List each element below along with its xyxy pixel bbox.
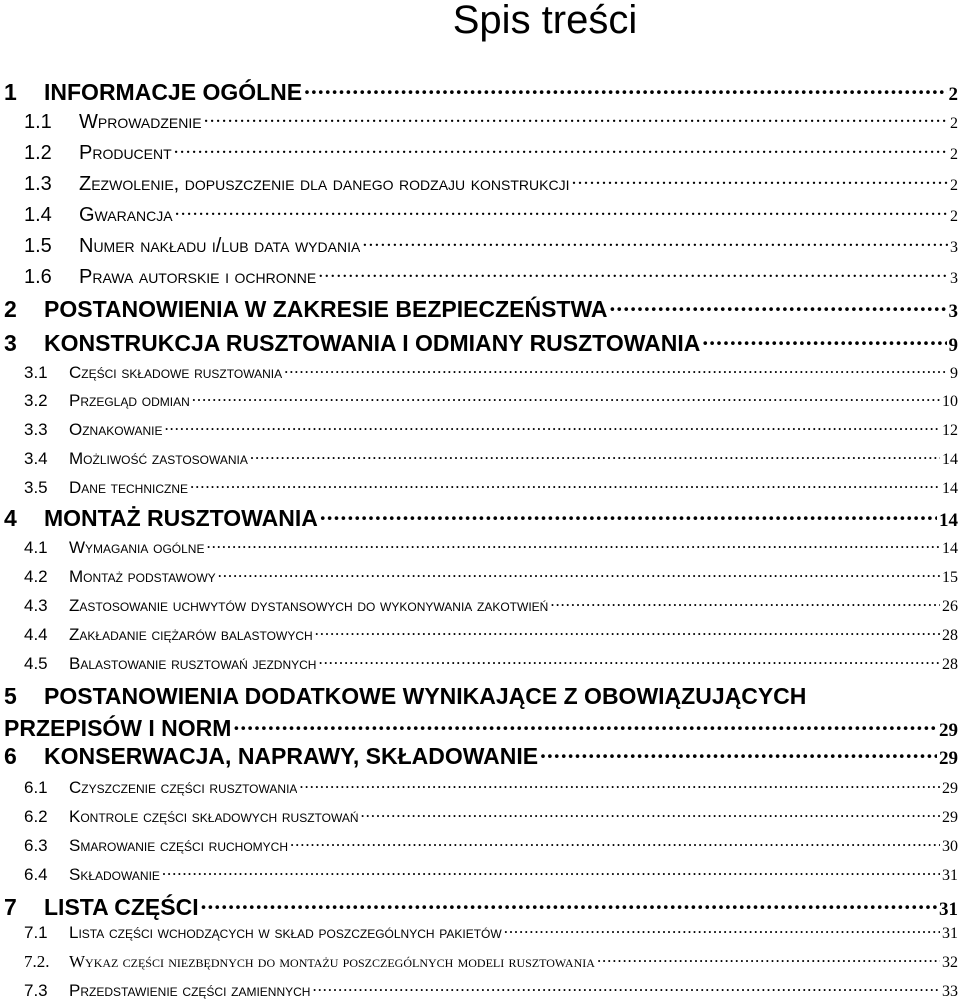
- toc-entry[interactable]: [4, 892, 958, 921]
- toc-entry-title: Zastosowanie uchwytów dystansowych do wykonywania zakotwień: [69, 596, 549, 615]
- toc-entry-page: 14: [939, 510, 958, 531]
- dot-leader: [250, 447, 940, 464]
- dot-leader: [174, 139, 948, 159]
- toc-entry-page: 3: [950, 239, 958, 256]
- toc-entry-number: 3.4: [24, 449, 48, 468]
- toc-entry-title: Przegląd odmian: [69, 391, 190, 410]
- dot-leader: [192, 389, 940, 406]
- toc-entry[interactable]: [4, 77, 958, 106]
- toc-entry-number: 3.1: [24, 363, 48, 382]
- toc-entry-title: Montaż podstawowy: [69, 567, 216, 586]
- toc-entry-page: 10: [942, 393, 958, 410]
- toc-entry-number: 4.5: [24, 654, 48, 673]
- toc-entry-number: 7.3: [24, 981, 48, 1000]
- toc-entry[interactable]: [24, 921, 958, 943]
- dot-leader: [218, 565, 940, 582]
- toc-entry[interactable]: [24, 536, 958, 558]
- dot-leader: [540, 741, 937, 764]
- page-title: Spis treści: [452, 0, 638, 42]
- toc-entry-number: 1: [4, 79, 17, 105]
- toc-entry-number: 1.3: [24, 173, 52, 195]
- dot-leader: [304, 77, 946, 100]
- toc-entry-page: 2: [948, 84, 958, 105]
- dot-leader: [597, 950, 940, 967]
- toc-entry-title: Oznakowanie: [69, 420, 163, 439]
- toc-entry-number: 7.1: [24, 923, 48, 942]
- toc-entry-title: Dane techniczne: [69, 478, 189, 497]
- toc-entry-title: Producent: [79, 142, 172, 164]
- toc-entry-number: 1.4: [24, 204, 52, 226]
- dot-leader: [190, 476, 940, 493]
- toc-entry-title: Prawa autorskie i ochronne: [79, 266, 317, 288]
- dot-leader: [550, 594, 940, 611]
- toc-entry-number: 4.2: [24, 567, 48, 586]
- dot-leader: [299, 776, 940, 793]
- toc-entry-number: 3: [4, 330, 17, 356]
- toc-entry-number: 4.3: [24, 596, 48, 615]
- toc-entry[interactable]: [24, 447, 958, 469]
- toc-entry[interactable]: [24, 652, 958, 674]
- dot-leader: [201, 892, 937, 915]
- toc-entry-number: 3.2: [24, 391, 48, 410]
- dot-leader: [318, 652, 940, 669]
- toc-entry-number: 1.5: [24, 235, 52, 257]
- toc-entry-title: Kontrole części składowych rusztowań: [69, 807, 359, 826]
- toc-entry-page: 14: [942, 451, 958, 468]
- toc-entry-page: 3: [950, 270, 958, 287]
- dot-leader: [702, 328, 946, 351]
- toc-entry-title: POSTANOWIENIA W ZAKRESIE BEZPIECZEŃSTWA: [44, 296, 608, 322]
- dot-leader: [162, 863, 940, 880]
- dot-leader: [320, 503, 937, 526]
- toc-entry[interactable]: [4, 741, 958, 770]
- toc-entry-page: 28: [942, 656, 958, 673]
- toc-entry-page: 28: [942, 627, 958, 644]
- toc-entry-number: 3.5: [24, 478, 48, 497]
- toc-entry[interactable]: [24, 476, 958, 498]
- toc-entry-title: Części składowe rusztowania: [69, 363, 283, 382]
- toc-entry-title: Możliwość zastosowania: [69, 449, 248, 468]
- toc-entry-title: Czyszczenie części rusztowania: [69, 778, 298, 797]
- dot-leader: [290, 834, 940, 851]
- toc-entry-page: 30: [942, 838, 958, 855]
- toc-entry-page: 31: [942, 867, 958, 884]
- toc-entry-page: 2: [950, 177, 958, 194]
- toc-entry-number: 6.3: [24, 836, 48, 855]
- toc-entry-number: 4.1: [24, 538, 48, 557]
- toc-entry-number: 7.2.: [24, 952, 50, 971]
- dot-leader: [204, 108, 948, 128]
- toc-entry-page: 29: [942, 780, 958, 797]
- toc-entry-title: Wymagania ogólne: [69, 538, 205, 557]
- dot-leader: [315, 623, 940, 640]
- toc-entry-title: Numer nakładu i/lub data wydania: [79, 235, 361, 257]
- toc-entry[interactable]: [24, 594, 958, 616]
- toc-entry[interactable]: [24, 170, 958, 196]
- toc-entry[interactable]: [24, 232, 958, 258]
- dot-leader: [610, 294, 947, 317]
- toc-entry-title: MONTAŻ RUSZTOWANIA: [44, 505, 318, 531]
- toc-entry-title: INFORMACJE OGÓLNE: [44, 79, 303, 105]
- toc-entry[interactable]: [24, 805, 958, 827]
- toc-entry-title: Składowanie: [69, 865, 160, 884]
- toc-entry[interactable]: [24, 623, 958, 645]
- toc-entry-title: Zezwolenie, dopuszczenie dla danego rodzaju konstrukcji: [79, 173, 570, 195]
- dot-leader: [284, 361, 948, 378]
- toc-entry[interactable]: [24, 201, 958, 227]
- dot-leader: [164, 418, 940, 435]
- toc-entry-page: 31: [942, 925, 958, 942]
- toc-entry[interactable]: [24, 108, 958, 134]
- toc-entry-title-continued: PRZEPISÓW I NORM: [4, 715, 232, 741]
- toc-entry-page: 32: [942, 954, 958, 971]
- toc-entry-page: 3: [948, 301, 958, 322]
- toc-entry[interactable]: [24, 389, 958, 411]
- toc-entry-title: Lista części wchodzących w skład poszczególnych pakietów: [69, 923, 502, 942]
- dot-leader: [206, 536, 940, 553]
- toc-entry[interactable]: [24, 979, 958, 1001]
- toc-entry-page: 29: [939, 720, 958, 741]
- toc-entry-page: 29: [939, 748, 958, 769]
- toc-entry-number: 6.1: [24, 778, 48, 797]
- toc-entry-page: 2: [950, 208, 958, 225]
- toc-entry[interactable]: [24, 776, 958, 798]
- toc-entry[interactable]: [4, 328, 958, 357]
- toc-entry-page: 9: [950, 365, 958, 382]
- toc-entry-page: 14: [942, 540, 958, 557]
- toc-entry-page: 2: [950, 146, 958, 163]
- dot-leader: [504, 921, 940, 938]
- toc-entry-title: POSTANOWIENIA DODATKOWE WYNIKAJĄCE Z OBOWIĄZUJĄCYCH: [44, 683, 807, 709]
- toc-entry-title: Przedstawienie części zamiennych: [69, 981, 311, 1000]
- toc-entry-title: LISTA CZĘŚCI: [44, 894, 199, 920]
- dot-leader: [175, 201, 948, 221]
- toc-entry-page: 31: [939, 899, 958, 920]
- toc-entry[interactable]: [24, 418, 958, 440]
- toc-entry-title: Zakładanie ciężarów balastowych: [69, 625, 313, 644]
- toc-entry-title: KONSERWACJA, NAPRAWY, SKŁADOWANIE: [44, 743, 539, 769]
- dot-leader: [572, 170, 949, 190]
- toc-entry-page: 29: [942, 809, 958, 826]
- toc-entry[interactable]: [4, 683, 958, 710]
- toc-entry-number: 6: [4, 743, 17, 769]
- toc-entry[interactable]: [24, 361, 958, 383]
- toc-entry[interactable]: [24, 565, 958, 587]
- toc-entry-title: Wykaz części niezbędnych do montażu poszczególnych modeli rusztowania: [69, 952, 595, 971]
- toc-entry-number: 1.2: [24, 142, 52, 164]
- toc-entry[interactable]: [4, 503, 958, 532]
- toc-entry[interactable]: [24, 834, 958, 856]
- toc-entry-number: 4: [4, 505, 17, 531]
- toc-entry-number: 6.2: [24, 807, 48, 826]
- toc-entry-title: KONSTRUKCJA RUSZTOWANIA I ODMIANY RUSZTOWANIA: [44, 330, 701, 356]
- toc-entry-number: 2: [4, 296, 17, 322]
- toc-entry-page: 2: [950, 115, 958, 132]
- toc-entry-number: 5: [4, 683, 17, 709]
- toc-entry[interactable]: [24, 950, 958, 972]
- toc-entry-number: 1.6: [24, 266, 52, 288]
- toc-entry-page: 26: [942, 598, 958, 615]
- toc-entry-number: 1.1: [24, 111, 52, 133]
- dot-leader: [318, 263, 948, 283]
- dot-leader: [312, 979, 940, 996]
- toc-entry-page: 12: [942, 422, 958, 439]
- toc-entry-number: 7: [4, 894, 17, 920]
- dot-leader: [361, 805, 940, 822]
- dot-leader: [362, 232, 948, 252]
- toc-entry-number: 3.3: [24, 420, 48, 439]
- toc-entry-page: 33: [942, 983, 958, 1000]
- toc-entry-number: 6.4: [24, 865, 48, 884]
- toc-entry[interactable]: [24, 139, 958, 165]
- toc-entry-title: Smarowanie części ruchomych: [69, 836, 289, 855]
- toc-entry-title: Balastowanie rusztowań jezdnych: [69, 654, 317, 673]
- toc-entry-page: 14: [942, 480, 958, 497]
- dot-leader: [233, 713, 937, 736]
- toc-entry[interactable]: [24, 863, 958, 885]
- toc-entry-title: Wprowadzenie: [79, 111, 202, 133]
- toc-entry-page: 15: [942, 569, 958, 586]
- toc-entry-number: 4.4: [24, 625, 48, 644]
- toc-entry-page: 9: [948, 335, 958, 356]
- toc-entry[interactable]: [4, 294, 958, 323]
- toc-entry-title: Gwarancja: [79, 204, 173, 226]
- toc-entry[interactable]: [24, 263, 958, 289]
- toc-entry-continuation[interactable]: [4, 713, 958, 742]
